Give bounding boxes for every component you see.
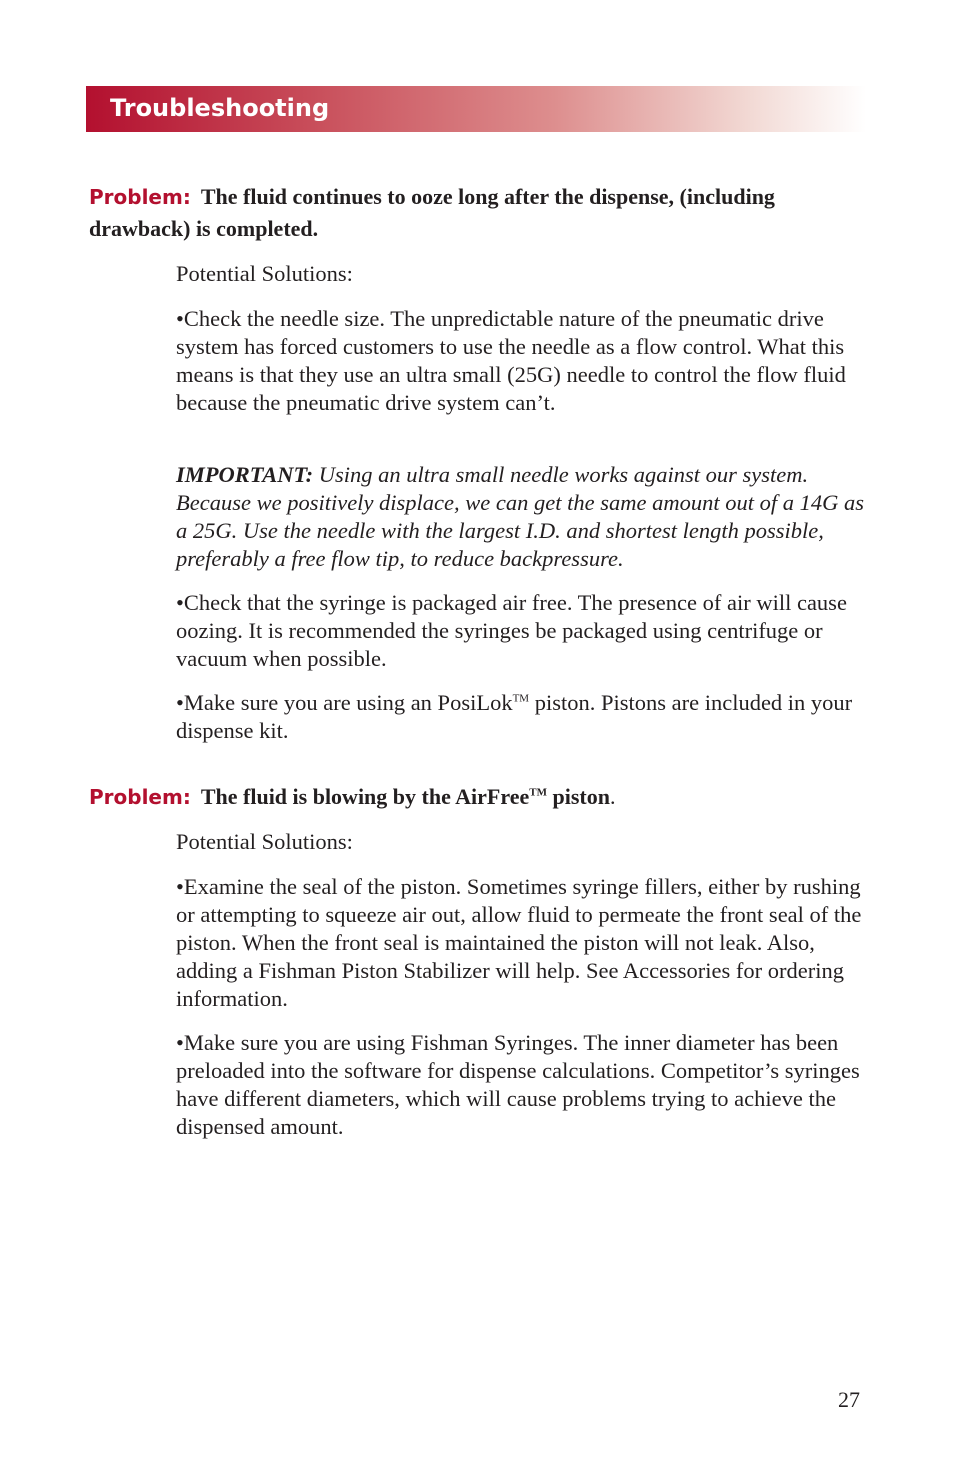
posilok-text-after: piston. Pistons are included in your dispense kit.: [176, 690, 853, 743]
page-number: 27: [838, 1387, 860, 1412]
important-label: IMPORTANT:: [176, 462, 314, 487]
problem-1-solution-needle: •Check the needle size. The unpredictable nature of the pneumatic drive system has forced customers to use the needle as a flow control. What this means is that they use an ultra small (25G) needle to control the flow fluid because the pneumatic drive system can’t.: [176, 306, 846, 415]
problem-2-solution-seal: •Examine the seal of the piston. Sometimes syringe fillers, either by rushing or attempting to squeeze air out, allow fluid to permeate the front seal of the piston. When the front seal is maintained the piston will not leak. Also, adding a Fishman Piston Stabilizer will help. See Accessories for ordering information.: [176, 874, 862, 1011]
section-header-bar: [86, 86, 866, 132]
problem-1-solutions-heading: Potential Solutions:: [176, 261, 353, 286]
problem-2-text-before: The fluid is blowing by the AirFree: [200, 784, 530, 809]
problem-2-solutions-heading: Potential Solutions:: [176, 829, 353, 854]
problem-2-text-after: piston: [546, 784, 610, 809]
posilok-text-before: •Make sure you are using an PosiLok: [176, 690, 513, 715]
problem-1-solution-air-free: •Check that the syringe is packaged air free. The presence of air will cause oozing. It is recommended the syringes be packaged using centrifuge or vacuum when possible.: [176, 590, 847, 671]
problem-1-important-note: [176, 461, 866, 573]
problem-2-statement: [89, 781, 869, 813]
problem-2-solution-syringes: •Make sure you are using Fishman Syringes. The inner diameter has been preloaded into the software for dispense calculations. Competitor’s syringes have different diameters, which will cause problems trying to achieve the dispensed amount.: [176, 1030, 860, 1139]
problem-1-label: Problem:: [89, 185, 191, 209]
problem-2-period: .: [609, 784, 616, 809]
section-title: Troubleshooting: [110, 94, 330, 122]
problem-1-text: The fluid continues to ooze long after the dispense, (including drawback) is completed.: [89, 184, 775, 241]
problem-2-label: Problem:: [89, 785, 191, 809]
airfree-trademark: TM: [529, 786, 547, 799]
problem-1-statement: [89, 181, 869, 245]
important-text: Using an ultra small needle works against our system. Because we positively displace, we can get the same amount out of a 14G as a 25G. Use the needle with the largest I.D. and shortest length possible, preferably a free flow tip, to reduce backpressure.: [176, 462, 864, 571]
problem-1-solution-posilok: [176, 689, 866, 745]
posilok-trademark: TM: [512, 692, 530, 705]
